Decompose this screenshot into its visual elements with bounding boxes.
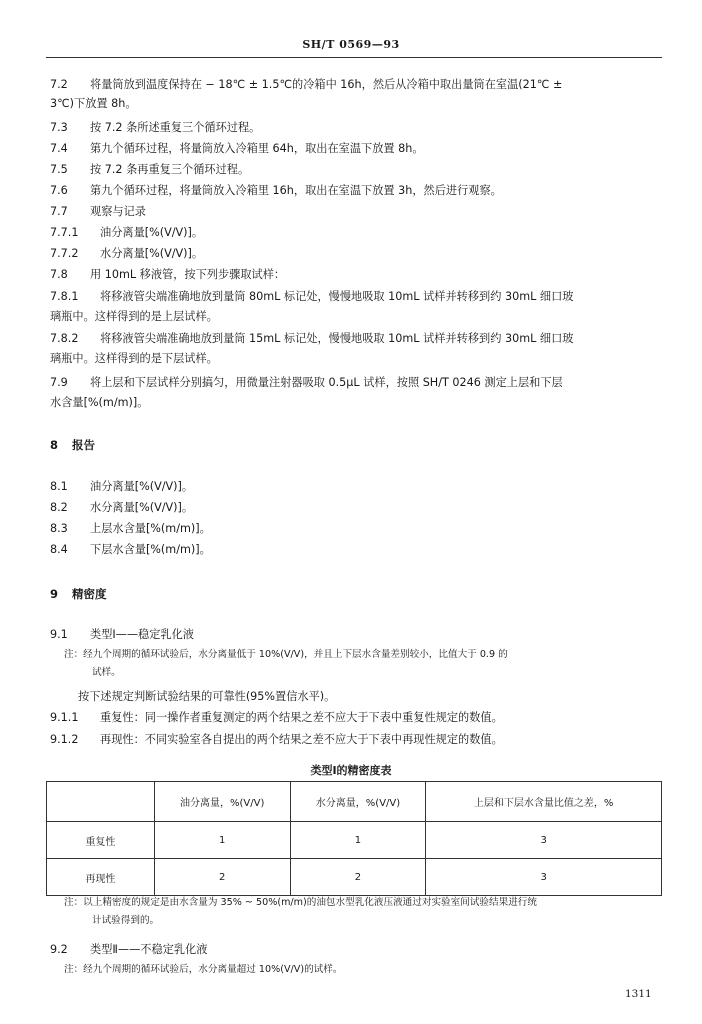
table-cell: 1 <box>290 822 426 859</box>
item-9-1-1 <box>50 711 503 725</box>
item-text: 类型Ⅱ——不稳定乳化液 <box>90 943 208 956</box>
item-number: 7.9 <box>50 376 68 389</box>
note-9-2: 注：经九个周期的循环试验后，水分离量超过 10%(V/V)的试样。 <box>64 964 343 975</box>
item-text: 用 10mL 移液管，按下列步骤取试样： <box>90 268 286 281</box>
item-7-5 <box>50 163 249 177</box>
item-text: 油分离量[%(V/V)]。 <box>90 480 194 493</box>
item-8-2 <box>50 501 193 515</box>
table-header-cell <box>47 782 155 822</box>
section-title: 报告 <box>72 438 95 452</box>
table-note: 注：以上精密度的规定是由水含量为 35% ~ 50%(m/m)的油包水型乳化液压液通过对实验室间试验结果进行统 <box>64 897 537 908</box>
item-7-9-continuation: 水含量[%(m/m)]。 <box>50 396 149 409</box>
item-number: 8.1 <box>50 480 68 493</box>
item-number: 9.2 <box>50 943 68 956</box>
item-7-9 <box>50 376 563 390</box>
item-number: 7.3 <box>50 121 68 134</box>
item-8-3 <box>50 522 211 536</box>
table-header-cell: 上层和下层水含量比值之差，% <box>426 782 662 822</box>
table-cell: 3 <box>426 822 662 859</box>
item-8-1 <box>50 480 193 494</box>
item-number: 7.8.1 <box>50 290 79 303</box>
item-7-8 <box>50 268 285 282</box>
item-text: 水分离量[%(V/V)]。 <box>90 501 194 514</box>
item-text: 上层水含量[%(m/m)]。 <box>90 522 211 535</box>
item-7-2-continuation: 3℃)下放置 8h。 <box>50 97 137 110</box>
page-number: 1311 <box>625 988 652 1000</box>
item-9-2 <box>50 943 207 957</box>
item-number: 7.7.1 <box>50 226 79 239</box>
item-text: 再现性：不同实验室各自提出的两个结果之差不应大于下表中再现性规定的数值。 <box>100 733 503 746</box>
item-number: 9.1.1 <box>50 711 79 724</box>
table-header-row <box>47 782 662 822</box>
item-7-8-1 <box>50 290 573 304</box>
item-7-4 <box>50 142 424 156</box>
section-8-heading <box>50 437 95 453</box>
item-text: 第九个循环过程，将量筒放入冷箱里 64h，取出在室温下放置 8h。 <box>90 142 424 155</box>
table-cell: 2 <box>290 859 426 896</box>
item-text: 将量筒放到温度保持在 − 18℃ ± 1.5℃的冷箱中 16h，然后从冷箱中取出量筒在室温(21℃ ± <box>90 78 563 91</box>
standard-code-header: SH/T 0569—93 <box>302 38 400 51</box>
item-number: 7.7.2 <box>50 247 79 260</box>
table-row <box>47 859 662 896</box>
note-9-1: 注：经九个周期的循环试验后，水分离量低于 10%(V/V)，并且上下层水含量差别较小，比值大于 0.9 的 <box>64 649 508 660</box>
table-cell: 2 <box>154 859 290 896</box>
item-7-7-2 <box>50 247 203 261</box>
item-number: 7.8.2 <box>50 332 79 345</box>
section-number: 8 <box>50 438 59 452</box>
table-header-cell: 水分离量，%(V/V) <box>290 782 426 822</box>
item-number: 9.1 <box>50 628 68 641</box>
table-cell: 再现性 <box>47 859 155 896</box>
table-note-continuation: 计试验得到的。 <box>92 915 160 926</box>
item-7-2 <box>50 78 562 92</box>
item-text: 将移液管尖端准确地放到量筒 80mL 标记处，慢慢地吸取 10mL 试样并转移到约 30mL 细口玻 <box>100 290 574 303</box>
section-title: 精密度 <box>72 587 107 601</box>
item-number: 8.3 <box>50 522 68 535</box>
item-text: 将移液管尖端准确地放到量筒 15mL 标记处，慢慢地吸取 10mL 试样并转移到约 30mL 细口玻 <box>100 332 574 345</box>
item-7-7 <box>50 205 146 219</box>
item-number: 7.7 <box>50 205 68 218</box>
item-number: 8.2 <box>50 501 68 514</box>
item-7-6 <box>50 184 502 198</box>
item-text: 将上层和下层试样分别搞匀，用微量注射器吸取 0.5μL 试样，按照 SH/T 0246 测定上层和下层 <box>90 376 563 389</box>
header-rule <box>46 57 662 58</box>
item-7-8-2 <box>50 332 573 346</box>
item-number: 9.1.2 <box>50 733 79 746</box>
item-text: 按 7.2 条再重复三个循环过程。 <box>90 163 250 176</box>
item-7-8-2-continuation: 璃瓶中。这样得到的是下层试样。 <box>50 352 218 365</box>
item-8-4 <box>50 543 211 557</box>
item-number: 7.5 <box>50 163 68 176</box>
item-text: 油分离量[%(V/V)]。 <box>100 226 204 239</box>
item-number: 7.8 <box>50 268 68 281</box>
item-number: 7.6 <box>50 184 68 197</box>
table-title: 类型Ⅰ的精密度表 <box>310 764 392 777</box>
table-row <box>47 822 662 859</box>
item-number: 7.4 <box>50 142 68 155</box>
note-9-1-continuation: 试样。 <box>92 667 121 678</box>
item-text: 水分离量[%(V/V)]。 <box>100 247 204 260</box>
item-7-8-1-continuation: 璃瓶中。这样得到的是上层试样。 <box>50 310 218 323</box>
table-cell: 1 <box>154 822 290 859</box>
table-header-cell: 油分离量，%(V/V) <box>154 782 290 822</box>
item-text: 重复性：同一操作者重复测定的两个结果之差不应大于下表中重复性规定的数值。 <box>100 711 503 724</box>
item-9-1-2 <box>50 733 503 747</box>
item-text: 下层水含量[%(m/m)]。 <box>90 543 211 556</box>
section-number: 9 <box>50 587 59 601</box>
item-7-7-1 <box>50 226 203 240</box>
item-9-1 <box>50 628 194 642</box>
section-9-heading <box>50 586 107 602</box>
item-text: 观察与记录 <box>90 205 146 218</box>
item-text: 第九个循环过程，将量筒放入冷箱里 16h，取出在室温下放置 3h，然后进行观察。 <box>90 184 502 197</box>
precision-table <box>46 781 662 896</box>
judge-paragraph: 按下述规定判断试验结果的可靠性(95%置信水平)。 <box>78 690 336 703</box>
item-text: 类型Ⅰ——稳定乳化液 <box>90 628 194 641</box>
item-7-3 <box>50 121 260 135</box>
table-cell: 3 <box>426 859 662 896</box>
item-number: 7.2 <box>50 78 68 91</box>
item-text: 按 7.2 条所述重复三个循环过程。 <box>90 121 261 134</box>
item-number: 8.4 <box>50 543 68 556</box>
table-cell: 重复性 <box>47 822 155 859</box>
